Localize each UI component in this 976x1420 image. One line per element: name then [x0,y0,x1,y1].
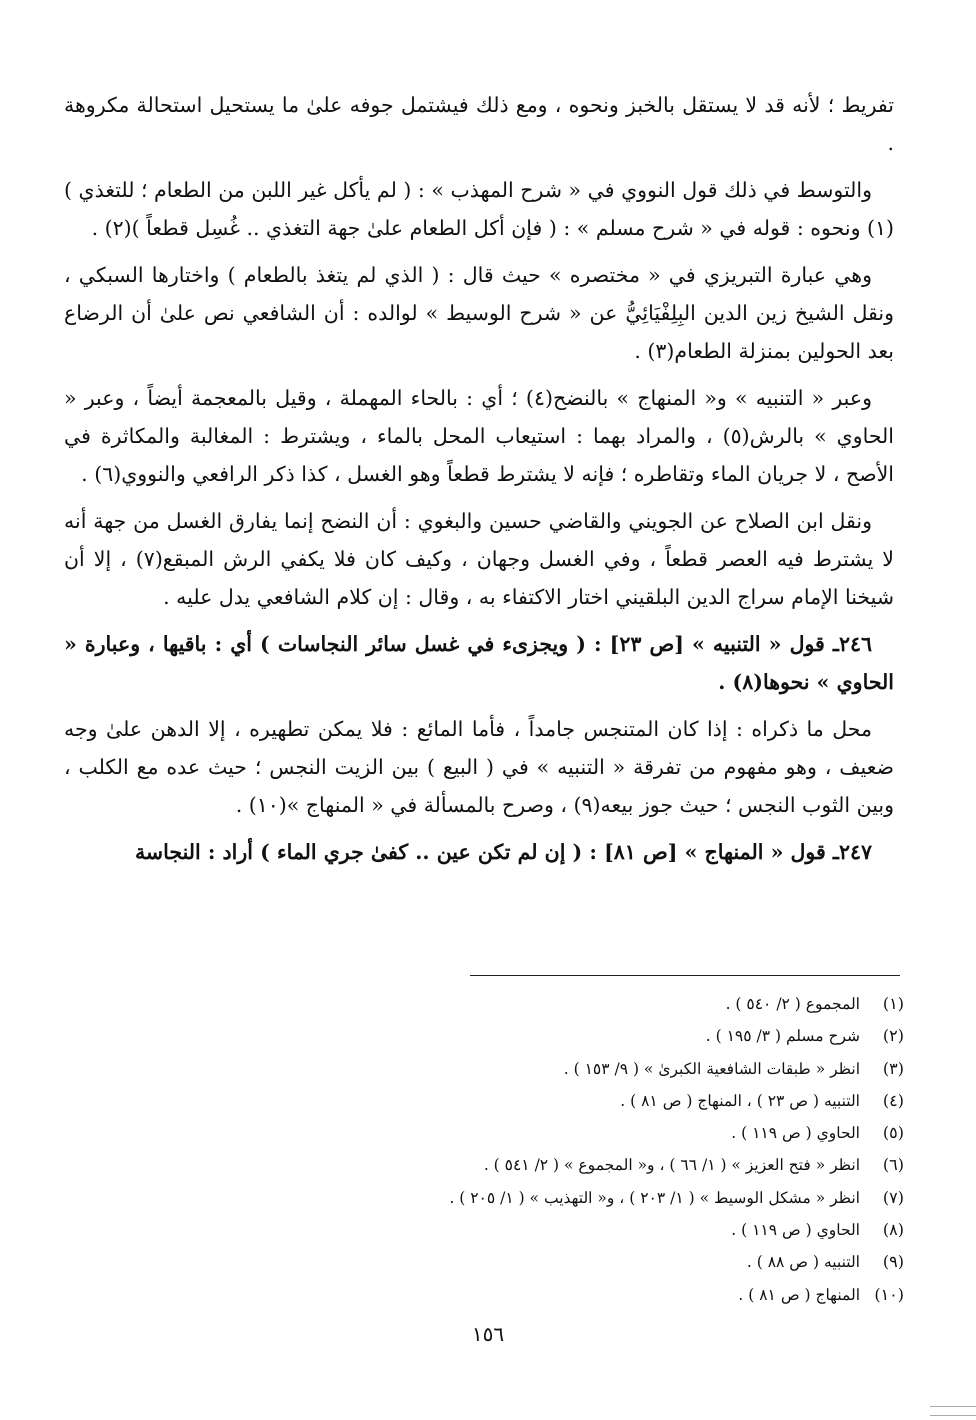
footnote-text: التنبيه ( ص ٢٣ ) ، المنهاج ( ص ٨١ ) . [620,1091,860,1110]
footnote-number: (١٠) [874,1284,904,1304]
paragraph: وعبر « التنبيه » و« المنهاج » بالنضح(٤) ؛ أي : بالحاء المهملة ، وقيل بالمعجمة أيضاً ، وعبر « الحاوي » بالرش(٥) ، والمراد بهما : استيعاب المحل بالماء ، ويشترط : المغالبة والمكاثرة في الأصح ، لا جريان الماء وتقاطره ؛ فإنه لا يشترط قطعاً وهو الغسل ، كذا ذكر الرافعي والنووي(٦) . [64,386,895,486]
footnote-text: انظر « مشكل الوسيط » ( ١/ ٢٠٣ ) ، و« التهذيب » ( ١/ ٢٠٥ ) . [449,1188,860,1207]
footnote-text: شرح مسلم ( ٣/ ١٩٥ ) . [705,1027,860,1046]
footnote [304,988,904,1020]
footnote-text: الحاوي ( ص ١١٩ ) . [731,1124,860,1143]
paragraph-numbered-246: ٢٤٦ـ قول « التنبيه » [ص ٢٣] : ( ويجزىء في غسل سائر النجاسات ) أي : باقيها ، وعبارة « الحاوي » نحوها(٨) . [64,632,894,694]
footnote-number: (٧) [882,1187,904,1207]
footnote [304,1279,904,1311]
footnote [304,1117,904,1149]
footnote-separator [470,975,900,976]
footnote-text: الحاوي ( ص ١١٩ ) . [731,1221,860,1240]
footnote-text: المنهاج ( ص ٨١ ) . [738,1285,860,1304]
paragraph-numbered-247: ٢٤٧ـ قول « المنهاج » [ص ٨١] : ( إن لم تكن عين .. كفىٰ جري الماء ) أراد : النجاسة [134,840,872,864]
footnote-number: (٦) [882,1155,904,1175]
footnote-number: (١) [882,994,904,1013]
paragraph: محل ما ذكراه : إذا كان المتنجس جامداً ، فأما المائع : فلا يمكن تطهيره ، إلا الدهن علىٰ وجه ضعيف ، وهو مفهوم من تفرقة « التنبيه » في ( البيع ) بين الزيت النجس ؛ حيث عده مع الكلب ، وبين الثوب النجس ؛ حيث جوز بيعه(٩) ، وصرح بالمسألة في « المنهاج »(١٠) . [64,717,894,817]
scan-edge-mark [930,1406,976,1416]
footnote [304,1149,904,1181]
footnotes [304,988,904,1311]
footnote-number: (٢) [882,1026,904,1046]
footnote [304,1085,904,1117]
footnote [304,1214,904,1246]
footnote-number: (٤) [882,1090,904,1110]
paragraph: وهي عبارة التبريزي في « مختصره » حيث قال : ( الذي لم يتغذ بالطعام ) واختارها السبكي ، ونقل الشيخ زين الدين البِلِفْيَائِيُّ عن « شرح الوسيط » لوالده : أن الشافعي نص علىٰ أن الرضاع بعد الحولين بمنزلة الطعام(٣) . [64,263,894,363]
footnote-number: (٩) [882,1252,904,1272]
footnote-text: المجموع ( ٢/ ٥٤٠ ) . [725,995,860,1013]
footnote-number: (٨) [882,1220,904,1240]
footnote [304,1246,904,1278]
paragraph: ونقل ابن الصلاح عن الجويني والقاضي حسين والبغوي : أن النضح إنما يفارق الغسل من جهة أنه لا يشترط فيه العصر قطعاً ، وفي الغسل وجهان ، وكيف كان فلا يكفي الرش المبقع(٧) ، إلا أن شيخنا الإمام سراج الدين البلقيني اختار الاكتفاء به ، وقال : إن كلام الشافعي يدل عليه . [64,509,894,609]
footnote [304,1020,904,1052]
footnote-text: انظر « طبقات الشافعية الكبرىٰ » ( ٩/ ١٥٣ ) . [563,1059,860,1078]
paragraph: والتوسط في ذلك قول النووي في « شرح المهذب » : ( لم يأكل غير اللبن من الطعام ؛ للتغذي )(١) ونحوه : قوله في « شرح مسلم » : ( فإن أكل الطعام علىٰ جهة التغذي .. غُسِل قطعاً )(٢) . [64,178,894,240]
footnote-number: (٥) [882,1123,904,1143]
footnote-text: انظر « فتح العزيز » ( ١/ ٦٦ ) ، و« المجموع » ( ٢/ ٥٤١ ) . [483,1156,860,1175]
footnote-text: التنبيه ( ص ٨٨ ) . [746,1253,860,1272]
footnote [304,1053,904,1085]
paragraph: تفريط ؛ لأنه قد لا يستقل بالخبز ونحوه ، ومع ذلك فيشتمل جوفه علىٰ ما يستحيل استحالة مكروهة . [64,93,894,155]
footnote [304,1182,904,1214]
main-text [64,86,894,880]
page-number: ١٥٦ [471,1322,505,1346]
footnote-number: (٣) [882,1058,904,1078]
